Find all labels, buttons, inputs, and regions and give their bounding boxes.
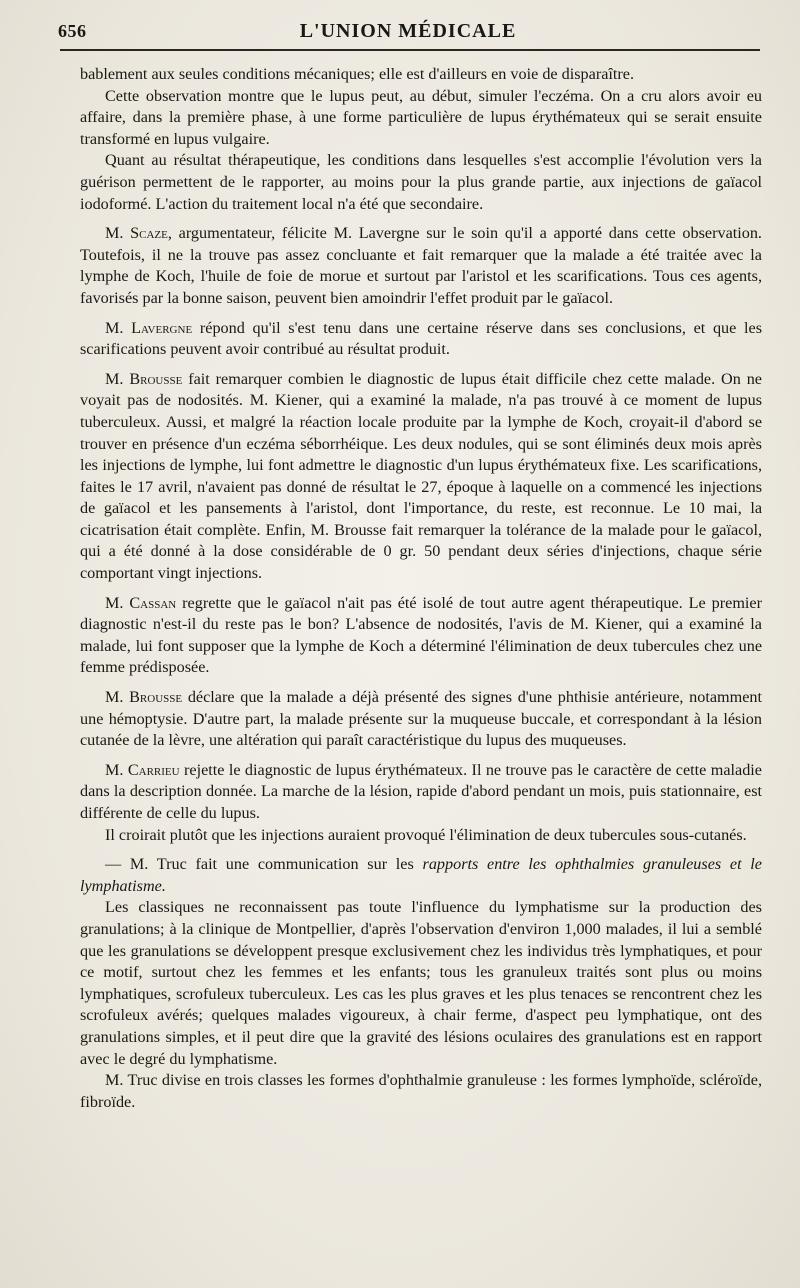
speaker-name: M. Brousse xyxy=(105,369,183,388)
paragraph-brousse-1: M. Brousse fait remarquer combien le diagnostic de lupus était difficile chez cette malade. On ne voyait pas de nodosités. M. Kiener, qui a examiné la malade, n'a pas trouvé à ce moment de lupus tuberculeux. Aussi, et malgré la réaction locale produite par la lymphe de Koch, croyait-il d'abord se trouver en présence d'un eczéma séborrhéique. Les deux nodules, qui se sont éliminés deux mois après les injections de lymphe, lui font admettre le diagnostic d'un lupus érythémateux fixe. Les scarifications, faites le 17 avril, n'avaient pas donné de résultat le 27, époque à laquelle on a commencé les injections de gaïacol et les pansements à l'aristol, dont l'importance, du reste, est reconnue. Le 10 mai, la cicatrisation était complète. Enfin, M. Brousse fait remarquer la tolérance de la malade pour le gaïacol, qui a été donné à la dose considérable de 0 gr. 50 pendant deux séries d'injections, chaque série comportant vingt injections. xyxy=(80,369,762,583)
paragraph-lavergne: M. Lavergne répond qu'il s'est tenu dans une certaine réserve dans ses conclusions, et que les scarifications peuvent avoir contribué au résultat produit. xyxy=(80,318,762,359)
paragraph-carrieu: M. Carrieu rejette le diagnostic de lupus érythémateux. Il ne trouve pas le caractère de cette maladie dans la description donnée. La marche de la lésion, rapide d'abord pendant un mois, puis stationnaire, est différente de celle du lupus. xyxy=(80,760,762,822)
paragraph-truc-classes: M. Truc divise en trois classes les formes d'ophthalmie granuleuse : les formes lymphoïde, scléroïde, fibroïde. xyxy=(80,1071,762,1111)
speaker-name: M. Brousse xyxy=(105,688,183,707)
communication-title: rapports entre les ophthalmies granuleuses et le lymphatisme. xyxy=(80,855,762,895)
paragraph-therapeutic-result: Quant au résultat thérapeutique, les conditions dans lesquelles s'est accomplie l'évolution vers la guérison permettent de le rapporter, au moins pour la plus grande partie, aux injections de gaïacol iodoformé. L'action du traitement local n'a été que secondaire. xyxy=(80,151,762,213)
paragraph-carrieu-cont: Il croirait plutôt que les injections auraient provoqué l'élimination de deux tubercules sous-cutanés. xyxy=(105,825,747,844)
paragraph-cassan: M. Cassan regrette que le gaïacol n'ait pas été isolé de tout autre agent thérapeutique. Le premier diagnostic n'est-il du reste pas le bon? L'absence de nodosités, l'avis de M. Kiener, qui a examiné la malade, lui font supposer que la lymphe de Koch a déterminé l'élimination de deux tubercules chez une femme prédisposée. xyxy=(80,593,762,677)
page-number: 656 xyxy=(58,21,87,41)
paragraph-truc-communication: — M. Truc fait une communication sur les rapports entre les ophthalmies granuleuses et le lymphatisme. xyxy=(80,855,762,895)
paragraph-scaze: M. Scaze, argumentateur, félicite M. Lavergne sur le soin qu'il a apporté dans cette observation. Toutefois, il ne la trouve pas assez concluante et fait remarquer que la malade a été traitée avec la lymphe de Koch, l'huile de foie de morue et surtout par l'aristol et les scarifications. Tous ces agents, favorisés par la bonne saison, peuvent bien amoindrir l'effet produit par le gaïacol. xyxy=(80,224,762,307)
speaker-name: M. Scaze xyxy=(105,224,168,243)
paragraph-observation: Cette observation montre que le lupus peut, au début, simuler l'eczéma. On a cru alors avoir eu affaire, dans la première phase, à une forme particulière de lupus érythémateux qui se serait ensuite transformé en lupus vulgaire. xyxy=(80,86,762,148)
body-text xyxy=(80,64,762,1113)
paragraph-continuation: bablement aux seules conditions mécaniques; elle est d'ailleurs en voie de disparaître. xyxy=(80,65,635,83)
paragraph-lymphatisme: Les classiques ne reconnaissent pas toute l'influence du lymphatisme sur la production des granulations; à la clinique de Montpellier, d'après l'observation d'environ 1,000 malades, il lui a semblé que les granulations se développent presque exclusivement chez les individus très lymphatiques, et pour ce motif, surtout chez les femmes et les enfants; tous les granuleux traités sont plus ou moins lymphatiques, scrofuleux tuberculeux. Les cas les plus graves et les plus tenaces se rencontrent chez les scrofuleux avérés; quelques malades vigoureux, à chair ferme, d'aspect peu lymphatique, ont des granulations simples, et il peut dire que la gravité des lésions oculaires des granulations est en rapport avec le degré du lymphatisme. xyxy=(80,898,762,1068)
page-header xyxy=(58,18,758,48)
header-rule xyxy=(60,49,760,51)
running-title: L'UNION MÉDICALE xyxy=(299,20,517,42)
speaker-name: M. Cassan xyxy=(105,593,177,612)
paragraph-brousse-2: M. Brousse déclare que la malade a déjà présenté des signes d'une phthisie antérieure, notamment une hémoptysie. D'autre part, la malade présente sur la muqueuse buccale, et correspondant à la lésion cutanée de la lèvre, une altération qui paraît caractéristique du lupus des muqueuses. xyxy=(80,688,763,750)
speaker-name: M. Lavergne xyxy=(105,318,193,337)
speaker-name: M. Carrieu xyxy=(105,760,180,779)
